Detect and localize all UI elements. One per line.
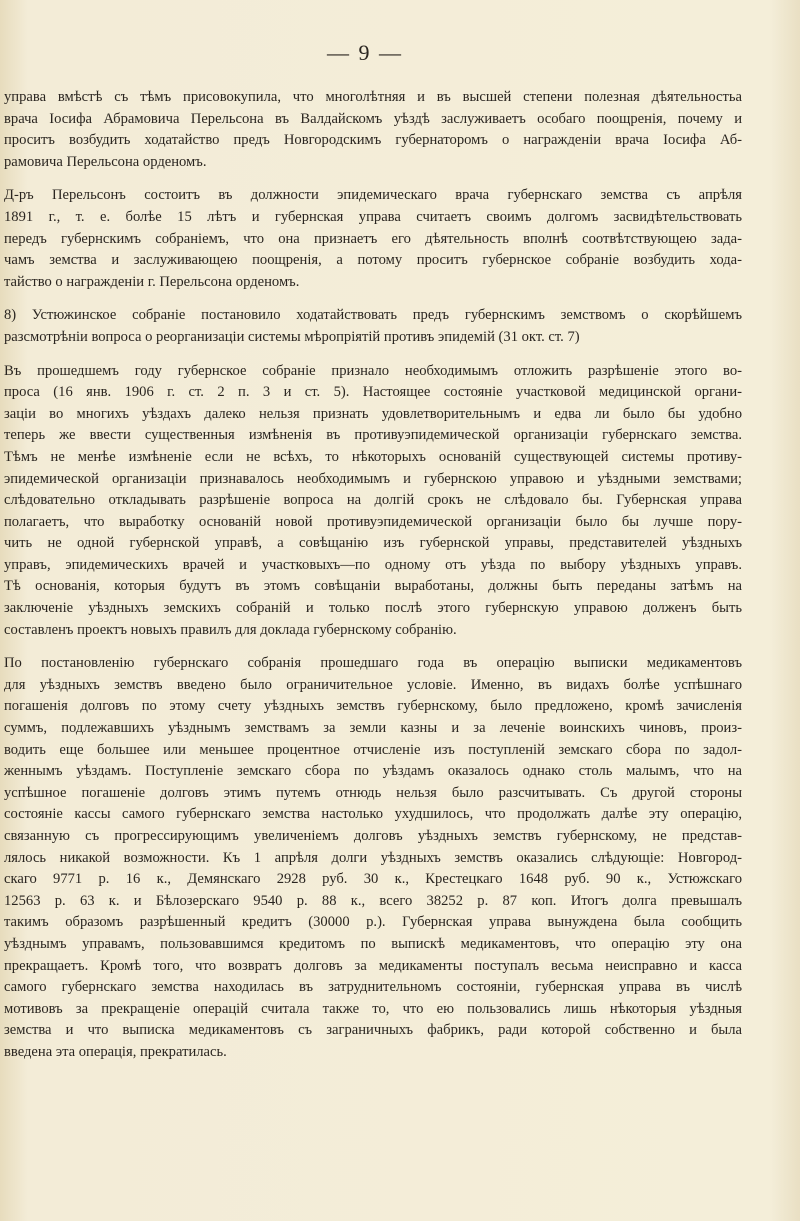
- text-line: мотивовъ за прекращеніе операцій считала также то, что ею пользовались лишь нѣкоторыя уѣздныя: [4, 1000, 742, 1017]
- text-line: состояніе кассы самого губернскаго земства настолько ухудшилось, что продолжать далѣе эту операцію,: [4, 806, 742, 823]
- text-line: такимъ образомъ разрѣшенный кредитъ (30000 р.). Губернская управа вынуждена была сообщить: [4, 914, 742, 931]
- text-line: успѣшное погашеніе долговъ этимъ путемъ отнюдь нельзя было разсчитывать. Съ другой стороны: [4, 784, 742, 801]
- text-line: полагаетъ, что выработку основаній новой противуэпидемической организаціи было бы лучше пору-: [4, 513, 742, 530]
- text-line: передъ губернскимъ собраніемъ, что она признаетъ его дѣятельность вполнѣ соотвѣтствующею зада-: [4, 230, 742, 247]
- text-line: управа вмѣстѣ съ тѣмъ присовокупила, что многолѣтняя и въ высшей степени полезная дѣятельностьа: [4, 89, 742, 105]
- page-number: — 9 —: [327, 40, 403, 65]
- text-line: введена эта операція, прекратилась.: [4, 1043, 227, 1060]
- text-line: Д-ръ Перельсонъ состоитъ въ должности эпидемическаго врача губернскаго земства съ апрѣля: [4, 187, 742, 204]
- text-line: врача Іосифа Абрамовича Перельсона въ Валдайскомъ уѣздѣ заслуживаетъ особаго поощренія, почему и: [4, 110, 742, 127]
- text-line: разсмотрѣніи вопроса о реорганизаціи системы мѣропріятій противъ эпидемій (31 окт. ст. 7): [4, 328, 580, 345]
- text-line: лялось никакой возможности. Къ 1 апрѣля долги уѣздныхъ земствъ оказались слѣдующіе: Новгород-: [4, 849, 742, 866]
- text-line: Тѣ основанія, которыя будутъ въ этомъ совѣщаніи выработаны, должны быть переданы затѣмъ на: [4, 578, 742, 595]
- text-line: водить еще большее или меньшее процентное отчисленіе изъ поступленій земскаго сбора по задол-: [4, 741, 742, 758]
- text-line: теперь же ввести существенныя измѣненія въ противуэпидемической организаціи губернскаго земства.: [4, 427, 742, 444]
- text-line: самого губернскаго земства находилась въ затруднительномъ состояніи, губернская управа въ числѣ: [4, 979, 742, 996]
- paragraph: [4, 87, 742, 173]
- text-line: прекращаетъ. Кромѣ того, что возвратъ долговъ за медикаменты поступалъ весьма неисправно и касса: [4, 957, 742, 974]
- text-line: 1891 г., т. е. болѣе 15 лѣтъ и губернская управа считаетъ своимъ долгомъ засвидѣтельствовать: [4, 208, 742, 225]
- paragraph: [4, 653, 742, 1063]
- text-line: рамовича Перельсона орденомъ.: [4, 153, 207, 170]
- text-line: связанную съ прогрессирующимъ увеличеніемъ долговъ уѣздныхъ земствъ губернскому, не представ-: [4, 828, 742, 844]
- text-line: суммъ, подлежавшихъ уѣзднымъ земствамъ за земли казны и за леченіе воинскихъ чиновъ, произ-: [4, 720, 742, 737]
- text-line: заціи во многихъ уѣздахъ далеко нельзя признать удовлетворительнымъ и едва ли было бы удобно: [4, 405, 742, 422]
- text-line: слѣдовательно откладывать разрѣшеніе вопроса на долгій срокъ не слѣдовало бы. Губернская управа: [4, 492, 742, 509]
- text-line: 8) Устюжинское собраніе постановило ходатайствовать предъ губернскимъ земствомъ о скорѣйшемъ: [4, 307, 742, 324]
- text-line: проситъ возбудить ходатайство предъ Новгородскимъ губернаторомъ о награжденіи врача Іосифа Аб-: [4, 132, 742, 149]
- body-text: [4, 87, 742, 1064]
- text-line: погашенія долговъ по этому счету уѣздныхъ земствъ губернскому, было предложено, кромѣ зачисленія: [4, 698, 742, 715]
- text-line: управъ, эпидемическихъ врачей и участковыхъ—по одному отъ уѣзда по выбору уѣздныхъ управъ.: [4, 556, 742, 573]
- paragraph: [4, 305, 742, 348]
- text-line: эпидемической организаціи признавалось необходимымъ и губернскою управою и уѣздными земствами;: [4, 470, 742, 487]
- text-line: женнымъ уѣздамъ. Поступленіе земскаго сбора по уѣздамъ оказалось однако столь малымъ, что на: [4, 763, 742, 780]
- text-line: 12563 р. 63 к. и Бѣлозерскаго 9540 р. 88 к., всего 38252 р. 87 коп. Итогъ долга превышалъ: [4, 892, 742, 909]
- text-line: Въ прошедшемъ году губернское собраніе признало необходимымъ отложить разрѣшеніе этого во-: [4, 362, 742, 379]
- text-line: заключеніе уѣздныхъ земскихъ собраній и только послѣ этого губернскую управою долженъ быть: [4, 600, 742, 617]
- paragraph: [4, 361, 742, 642]
- text-line: тайство о награжденіи г. Перельсона орденомъ.: [4, 273, 300, 290]
- text-line: чить не одной губернской управѣ, а совѣщанію изъ губернской управы, представителей уѣздныхъ: [4, 535, 742, 552]
- text-line: составленъ проектъ новыхъ правилъ для доклада губернскому собранію.: [4, 621, 457, 638]
- text-line: По постановленію губернскаго собранія прошедшаго года въ операцію выписки медикаментовъ: [4, 655, 742, 672]
- text-line: для уѣздныхъ земствъ введено было ограничительное условіе. Именно, въ видахъ болѣе успѣшнаго: [4, 676, 742, 693]
- text-line: чамъ земства и заслуживающею поощренія, а потому проситъ губернское собраніе возбудить хода-: [4, 252, 742, 269]
- paragraph: [4, 185, 742, 293]
- text-line: проса (16 янв. 1906 г. ст. 2 п. 3 и ст. 5). Настоящее состояніе участковой медицинской органи-: [4, 384, 742, 401]
- text-line: уѣзднымъ управамъ, пользовавшимся кредитомъ по выпискѣ медикаментовъ, что операцію эту она: [4, 935, 742, 952]
- text-line: скаго 9771 р. 16 к., Демянскаго 2928 руб. 30 к., Крестецкаго 1648 руб. 90 к., Устюжскаго: [4, 871, 742, 888]
- text-line: Тѣмъ не менѣе измѣненіе если не всѣхъ, то нѣкоторыхъ основаній существующей системы противу-: [4, 448, 742, 465]
- text-line: земства и что выписка медикаментовъ съ заграничныхъ фабрикъ, ради которой собственно и была: [4, 1022, 742, 1039]
